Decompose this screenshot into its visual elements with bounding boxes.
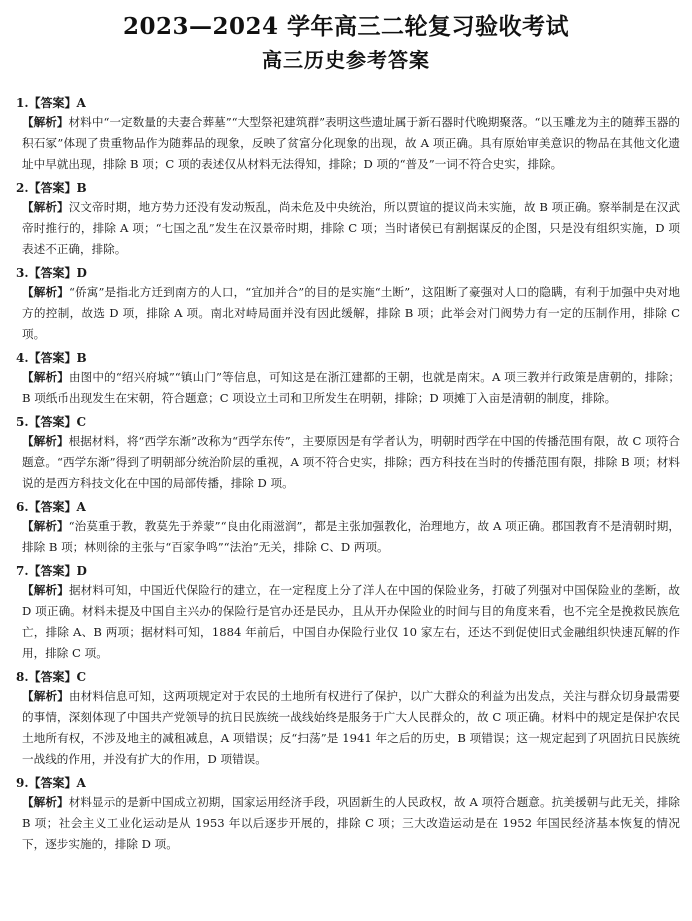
explanation-tag: 【解析】 xyxy=(22,689,70,703)
explanation-tag: 【解析】 xyxy=(22,200,69,214)
explanation-text: 材料显示的是新中国成立初期，国家运用经济手段，巩固新生的人民政权，故 A 项符合题意。抗美援朝与此无关，排除 B 项；社会主义工业化运动是从 1953 年以后逐步开展的，排除 C 项；三大改造运动是在 1952 年国民经济基本恢复的情况下，逐步实施的，排除 D 项。 xyxy=(22,795,680,851)
answer-line xyxy=(16,498,680,516)
explanation-paragraph xyxy=(16,686,680,770)
explanation-tag: 【解析】 xyxy=(22,795,69,809)
answer-value: A xyxy=(76,776,86,790)
question-number: 2. xyxy=(16,181,29,195)
explanation-paragraph xyxy=(16,282,680,345)
answer-tag: 【答案】 xyxy=(28,415,77,429)
explanation-tag: 【解析】 xyxy=(22,285,69,299)
explanation-paragraph xyxy=(16,431,680,494)
question-item-4 xyxy=(16,349,680,409)
answer-value: C xyxy=(76,670,87,684)
question-number: 6. xyxy=(16,500,29,514)
exam-title: 2023—2024 学年高三二轮复习验收考试 xyxy=(122,13,570,40)
explanation-text: 由材料信息可知，这两项规定对于农民的土地所有权进行了保护，以广大群众的利益为出发点，关注与群众切身最需要的事情，深刻体现了中国共产党领导的抗日民族统一战线始终是服务于广大人民群众的，故 C 项正确。材料中的规定是保护农民土地所有权，不涉及地主的减租减息，A 项错误；反“扫荡”是 1941 年之后的历史，B 项错误；这一规定起到了巩固抗日民族统一战线的作用，并没有扩大的作用，D 项错误。 xyxy=(22,689,680,766)
question-item-1 xyxy=(16,94,680,175)
answer-value: A xyxy=(76,96,86,110)
explanation-text: 材料中“一定数量的夫妻合葬墓”“大型祭祀建筑群”表明这些遗址属于新石器时代晚期聚落。“以玉雕龙为主的随葬玉器的积石冢”体现了贵重物品作为随葬品的现象，反映了贫富分化现象的出现，故 A 项正确。具有原始审美意识的物品在其他文化遗址中早就出现，排除 B 项；C 项的表述仅从材料无法得知，排除；D 项的“普及”一词不符合史实，排除。 xyxy=(22,115,680,171)
answer-tag: 【答案】 xyxy=(28,776,77,790)
question-number: 7. xyxy=(16,564,29,578)
question-number: 9. xyxy=(16,776,29,790)
answer-value: D xyxy=(76,564,87,578)
question-number: 4. xyxy=(16,351,29,365)
answer-line xyxy=(16,774,680,792)
question-item-5 xyxy=(16,413,680,494)
explanation-text: “治莫重于教，教莫先于养蒙”“良由化雨滋润”，都是主张加强教化，治理地方，故 A 项正确。郡国教育不是清朝时期，排除 B 项；林则徐的主张与“百家争鸣”“法治”无关，排除 C、D 两项。 xyxy=(22,519,680,554)
question-item-6 xyxy=(16,498,680,558)
answer-value: C xyxy=(76,415,87,429)
explanation-text: “侨寓”是指北方迁到南方的人口，“宜加并合”的目的是实施“土断”，这阻断了豪强对人口的隐瞒，有利于加强中央对地方的控制，故选 D 项，排除 A 项。南北对峙局面并没有因此缓解，排除 B 项；此举会对门阀势力有一定的压制作用，排除 C 项。 xyxy=(22,285,680,341)
answer-value: D xyxy=(76,266,87,280)
explanation-paragraph xyxy=(16,516,680,558)
answer-tag: 【答案】 xyxy=(28,500,77,514)
question-item-3 xyxy=(16,264,680,345)
explanation-paragraph xyxy=(16,580,680,664)
question-item-9 xyxy=(16,774,680,855)
explanation-tag: 【解析】 xyxy=(22,583,70,597)
explanation-text: 汉文帝时期，地方势力还没有发动叛乱，尚未危及中央统治，所以贾谊的提议尚未实施，故 B 项正确。察举制是在汉武帝时推行的，排除 A 项；“七国之乱”发生在汉景帝时期，排除 C 项；当时诸侯已有割据谋反的企图，只是没有组织实施，D 项表述不正确，排除。 xyxy=(22,200,680,256)
explanation-paragraph xyxy=(16,792,680,855)
answer-value: B xyxy=(76,351,87,365)
answer-line xyxy=(16,179,680,197)
answer-line xyxy=(16,413,680,431)
explanation-tag: 【解析】 xyxy=(22,370,69,384)
question-list xyxy=(16,94,680,859)
explanation-paragraph xyxy=(16,197,680,260)
explanation-paragraph xyxy=(16,112,680,175)
explanation-tag: 【解析】 xyxy=(22,434,69,448)
explanation-tag: 【解析】 xyxy=(22,519,69,533)
question-number: 3. xyxy=(16,266,29,280)
answer-tag: 【答案】 xyxy=(28,351,77,365)
answer-tag: 【答案】 xyxy=(28,266,77,280)
explanation-text: 据材料可知，中国近代保险行的建立，在一定程度上分了洋人在中国的保险业务，打破了列强对中国保险业的垄断，故 D 项正确。材料未提及中国自主兴办的保险行是官办还是民办，且从开办保险业的时间与目的角度来看，也不完全是挽救民族危亡，排除 A、B 两项；据材料可知，1884 年前后，中国自办保险行业仅 10 家左右，还达不到促使旧式金融组织快速瓦解的作用，排除 C 项。 xyxy=(22,583,680,660)
answer-value: B xyxy=(76,181,87,195)
answer-tag: 【答案】 xyxy=(28,96,77,110)
question-item-8 xyxy=(16,668,680,770)
answer-line xyxy=(16,562,680,580)
question-number: 8. xyxy=(16,670,29,684)
question-item-7 xyxy=(16,562,680,664)
question-number: 1. xyxy=(16,96,29,110)
answer-tag: 【答案】 xyxy=(28,670,77,684)
answer-value: A xyxy=(76,500,86,514)
question-item-2 xyxy=(16,179,680,260)
explanation-paragraph xyxy=(16,367,680,409)
answer-line xyxy=(16,349,680,367)
answer-tag: 【答案】 xyxy=(28,181,77,195)
answer-key-subtitle: 高三历史参考答案 xyxy=(262,48,430,72)
question-number: 5. xyxy=(16,415,29,429)
answer-line xyxy=(16,668,680,686)
answer-line xyxy=(16,94,680,112)
explanation-text: 由图中的“绍兴府城”“镇山门”等信息，可知这是在浙江建都的王朝，也就是南宋。A 项三教并行政策是唐朝的，排除；B 项纸币出现发生在宋朝，符合题意；C 项设立土司和卫所发生在明朝，排除；D 项摊丁入亩是清朝的制度，排除。 xyxy=(22,370,680,405)
explanation-tag: 【解析】 xyxy=(22,115,69,129)
answer-tag: 【答案】 xyxy=(28,564,77,578)
explanation-text: 根据材料，将“西学东渐”改称为“西学东传”，主要原因是有学者认为，明朝时西学在中国的传播范围有限，故 C 项符合题意。“西学东渐”得到了明朝部分统治阶层的重视，A 项不符合史实，排除；西方科技在当时的传播范围有限，排除 B 项；材料说的是西方科技文化在中国的局部传播，排除 D 项。 xyxy=(22,434,680,490)
answer-line xyxy=(16,264,680,282)
